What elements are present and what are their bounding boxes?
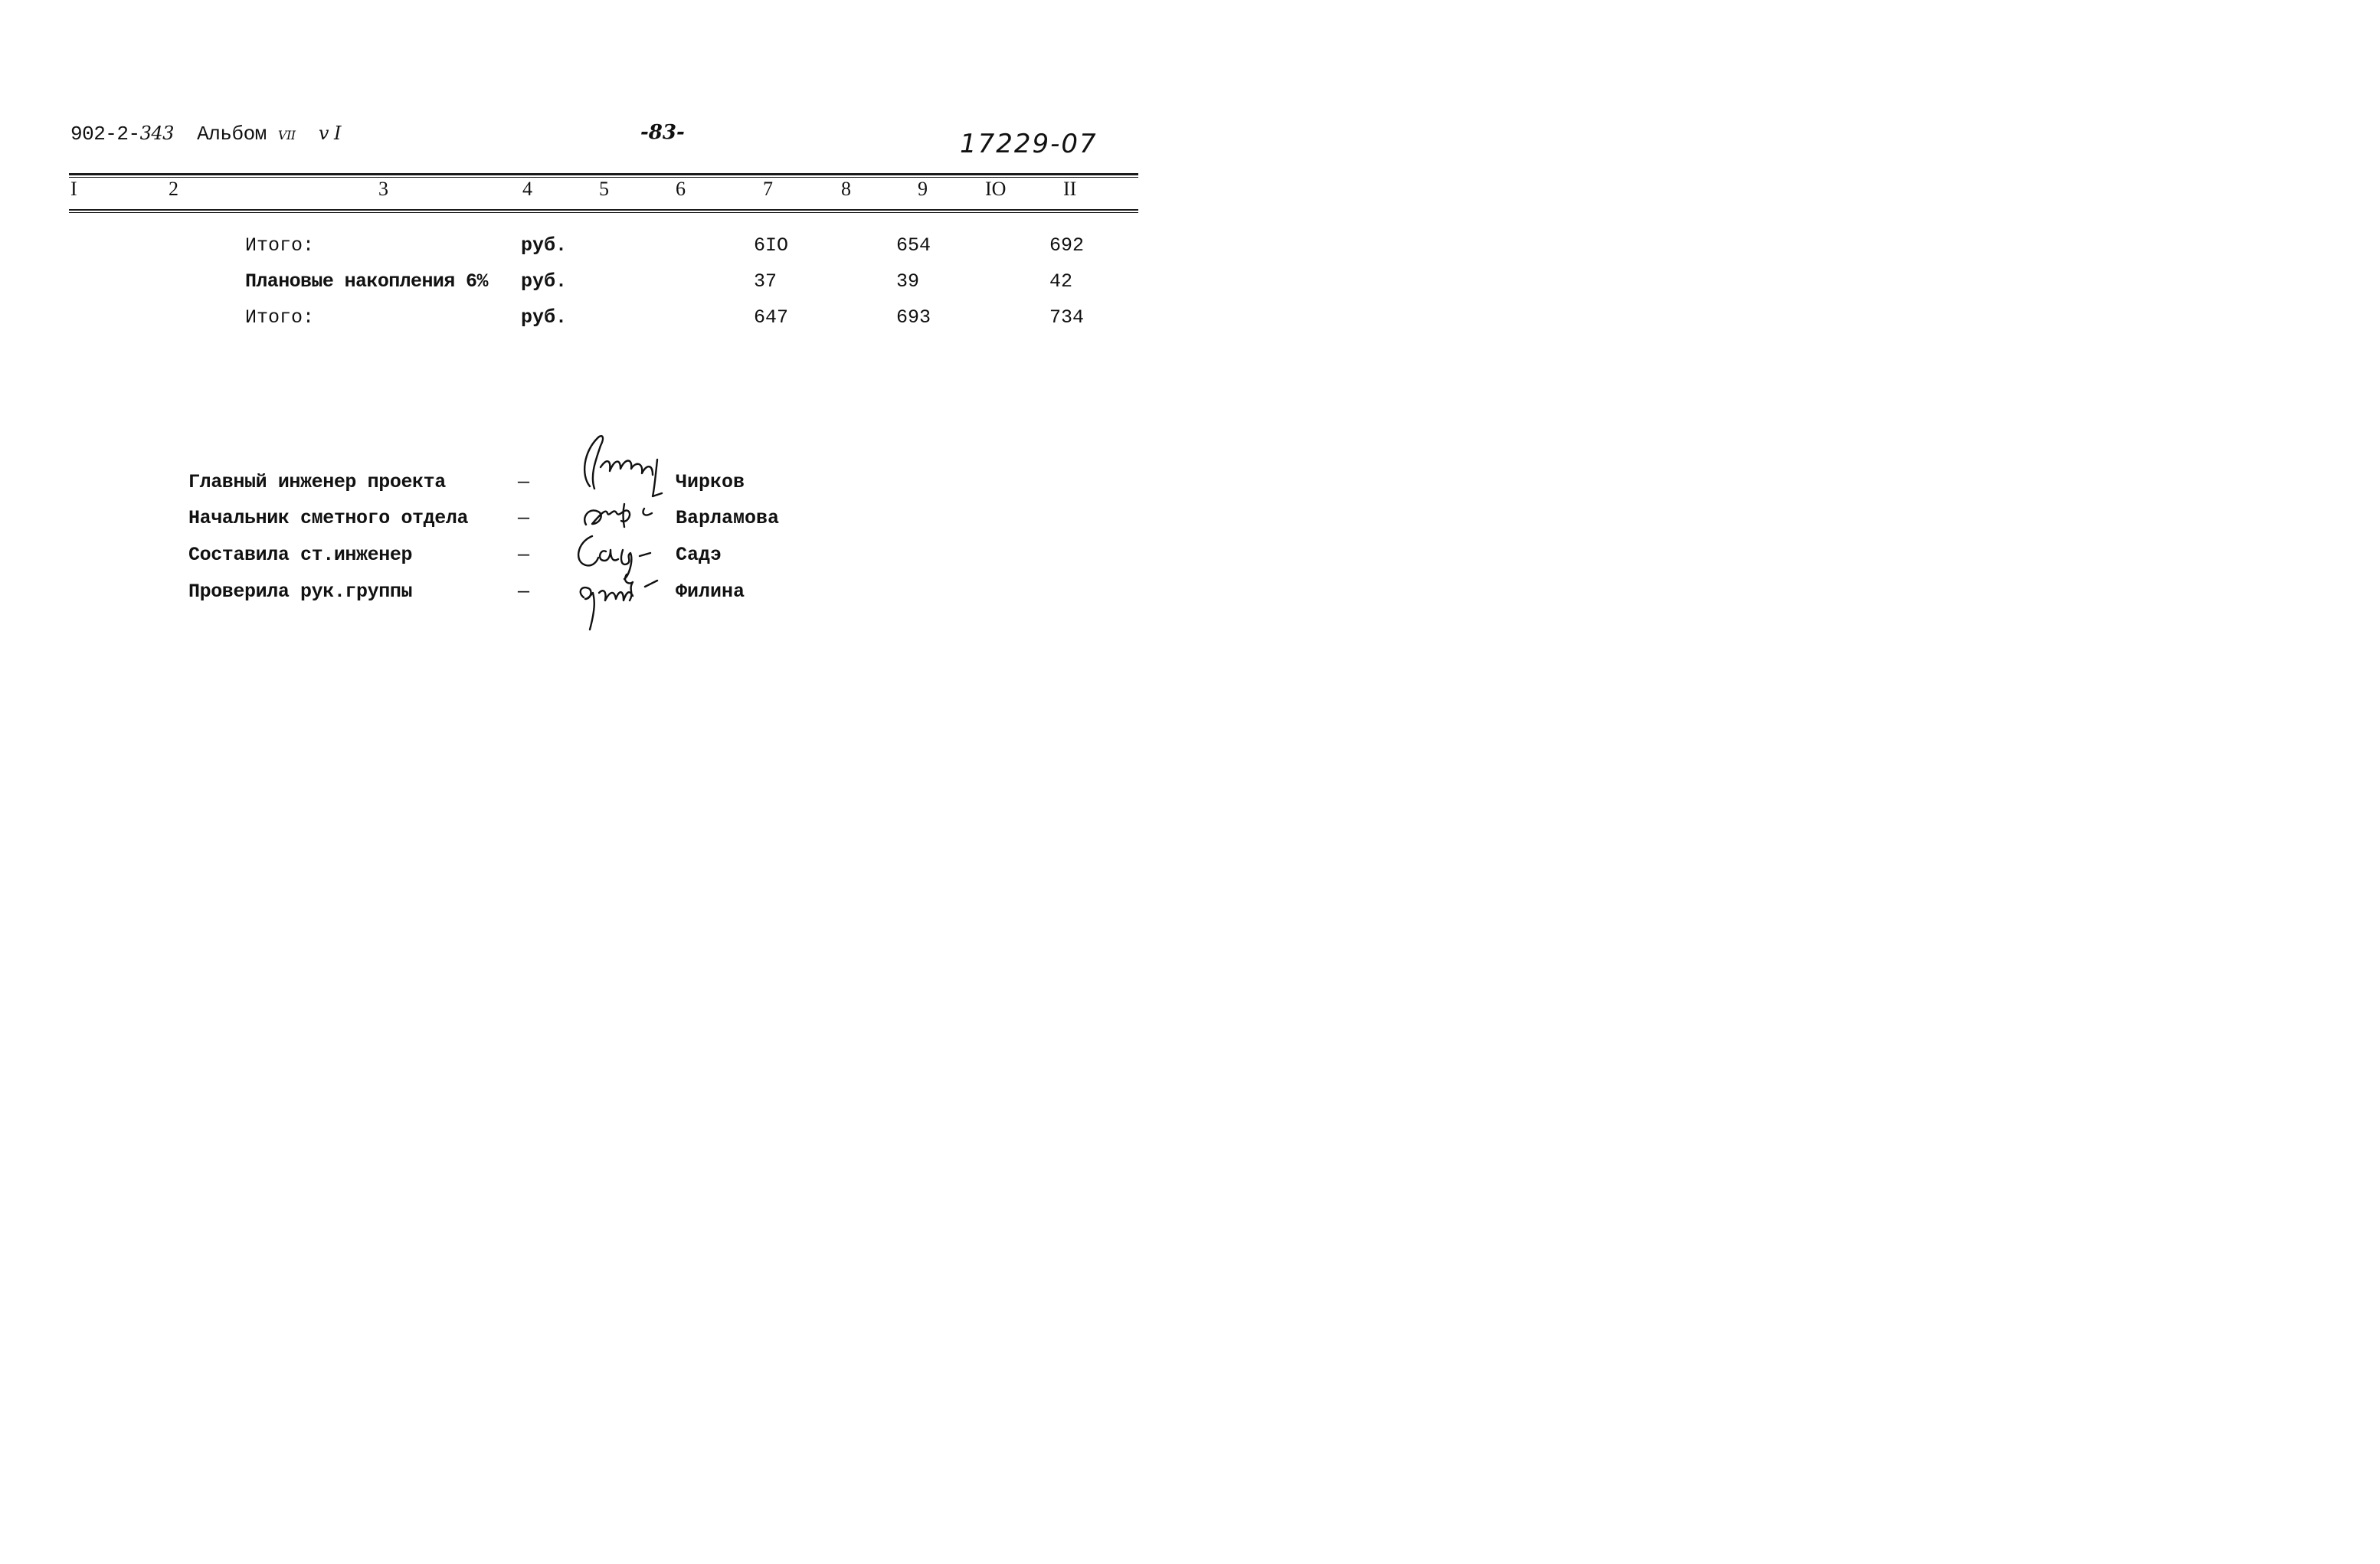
signature-dash: — xyxy=(518,507,530,529)
album-handwritten: VII xyxy=(277,128,296,142)
column-number-11: II xyxy=(1063,178,1077,200)
table-header-rule xyxy=(69,209,1138,211)
row-col7: 6IO xyxy=(754,234,789,257)
column-number-1: I xyxy=(70,178,77,200)
column-number-10: IO xyxy=(985,178,1007,200)
row-col9: 693 xyxy=(896,306,931,329)
signature-dash: — xyxy=(518,471,530,493)
album-volume-handwritten: v I xyxy=(318,123,341,144)
row-unit: руб. xyxy=(521,234,568,257)
row-col11: 42 xyxy=(1049,270,1073,293)
signature-role: Составила ст.инженер xyxy=(188,544,413,566)
signature-name: Чирков xyxy=(676,471,745,493)
row-unit: руб. xyxy=(521,270,568,293)
column-number-2: 2 xyxy=(169,178,178,200)
signature-dash: — xyxy=(518,581,530,603)
row-col7: 647 xyxy=(754,306,789,329)
signature-role: Проверила рук.группы xyxy=(188,581,413,603)
table-top-rule xyxy=(69,173,1138,175)
document-number xyxy=(70,123,341,146)
signature-name: Садэ xyxy=(676,544,722,566)
row-col7: 37 xyxy=(754,270,778,293)
row-col11: 692 xyxy=(1049,234,1085,257)
signature-role: Главный инженер проекта xyxy=(188,471,446,493)
table-header-rule-thin xyxy=(69,212,1138,213)
row-col9: 39 xyxy=(896,270,920,293)
document-code: 17229-07 xyxy=(960,129,1098,159)
column-number-3: 3 xyxy=(378,178,388,200)
signature-dash: — xyxy=(518,544,530,566)
signature-role: Начальник сметного отдела xyxy=(188,507,469,529)
row-col9: 654 xyxy=(896,234,931,257)
row-label: Итого: xyxy=(245,234,315,257)
signature-chirkov xyxy=(567,429,674,498)
row-label: Итого: xyxy=(245,306,315,329)
row-label: Плановые накопления 6% xyxy=(245,270,488,293)
column-number-5: 5 xyxy=(599,178,609,200)
column-number-9: 9 xyxy=(918,178,928,200)
column-number-4: 4 xyxy=(522,178,532,200)
document-number-printed: 902-2- xyxy=(70,123,140,146)
signature-name: Варламова xyxy=(676,507,780,529)
document-number-handwritten: 343 xyxy=(139,123,174,144)
column-number-6: 6 xyxy=(676,178,686,200)
row-col11: 734 xyxy=(1049,306,1085,329)
column-number-8: 8 xyxy=(841,178,851,200)
row-unit: руб. xyxy=(521,306,568,329)
column-number-7: 7 xyxy=(763,178,773,200)
signature-name: Филина xyxy=(676,581,745,603)
signature-filina xyxy=(573,567,673,636)
album-label: Альбом xyxy=(197,123,267,146)
page-number: -83- xyxy=(640,121,685,144)
